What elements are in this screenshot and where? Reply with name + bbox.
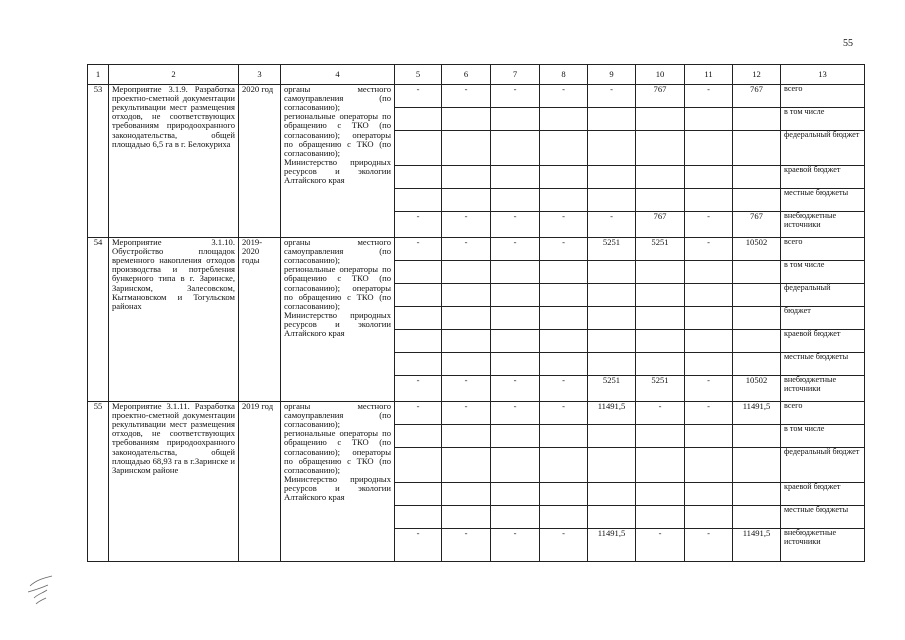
amount-cell (395, 108, 442, 131)
amount-cell (588, 425, 636, 448)
amount-cell: - (636, 529, 685, 562)
amount-cell (540, 506, 588, 529)
amount-cell: - (540, 212, 588, 238)
funding-source: в том числе (781, 108, 865, 131)
column-header-2: 2 (109, 65, 239, 85)
amount-cell (685, 448, 733, 483)
amount-cell (395, 448, 442, 483)
amount-cell (588, 353, 636, 376)
amount-cell (685, 189, 733, 212)
funding-source: всего (781, 85, 865, 108)
amount-cell (395, 307, 442, 330)
amount-cell (395, 483, 442, 506)
amount-cell: - (685, 85, 733, 108)
amount-cell (685, 284, 733, 307)
column-header-5: 5 (395, 65, 442, 85)
amount-cell (540, 448, 588, 483)
measure-number: 53 (88, 85, 109, 238)
column-header-9: 9 (588, 65, 636, 85)
amount-cell (685, 108, 733, 131)
amount-cell (442, 448, 491, 483)
column-header-7: 7 (491, 65, 540, 85)
amount-cell (588, 506, 636, 529)
amount-cell: - (442, 238, 491, 261)
amount-cell (540, 330, 588, 353)
column-number-row (88, 65, 865, 85)
amount-cell (733, 131, 781, 166)
amount-cell (540, 284, 588, 307)
amount-cell (636, 506, 685, 529)
funding-source: краевой бюджет (781, 330, 865, 353)
amount-cell (442, 506, 491, 529)
amount-cell (491, 261, 540, 284)
measure-period: 2020 год (239, 85, 281, 238)
amount-cell (395, 425, 442, 448)
amount-cell: - (685, 212, 733, 238)
amount-cell: - (442, 85, 491, 108)
measure-period: 2019 год (239, 402, 281, 562)
amount-cell (540, 108, 588, 131)
amount-cell: 767 (636, 212, 685, 238)
amount-cell: - (685, 529, 733, 562)
amount-cell: - (395, 85, 442, 108)
amount-cell (442, 353, 491, 376)
table-row (88, 402, 865, 425)
measure-number: 55 (88, 402, 109, 562)
amount-cell (636, 448, 685, 483)
amount-cell (636, 353, 685, 376)
funding-source: федеральный (781, 284, 865, 307)
amount-cell (491, 448, 540, 483)
amount-cell (540, 307, 588, 330)
amount-cell: 10502 (733, 376, 781, 402)
amount-cell (733, 108, 781, 131)
amount-cell (636, 307, 685, 330)
amount-cell: - (540, 376, 588, 402)
amount-cell (588, 483, 636, 506)
amount-cell: - (442, 529, 491, 562)
amount-cell (588, 284, 636, 307)
amount-cell: - (395, 376, 442, 402)
amount-cell (685, 483, 733, 506)
amount-cell (491, 483, 540, 506)
amount-cell (395, 189, 442, 212)
amount-cell (588, 307, 636, 330)
amount-cell: - (442, 402, 491, 425)
amount-cell (636, 261, 685, 284)
amount-cell (540, 261, 588, 284)
funding-source: всего (781, 238, 865, 261)
amount-cell (733, 483, 781, 506)
amount-cell (733, 284, 781, 307)
amount-cell: 767 (636, 85, 685, 108)
measure-number: 54 (88, 238, 109, 402)
amount-cell (491, 330, 540, 353)
amount-cell: - (395, 238, 442, 261)
column-header-1: 1 (88, 65, 109, 85)
amount-cell (733, 330, 781, 353)
amount-cell (540, 166, 588, 189)
amount-cell (491, 166, 540, 189)
amount-cell (636, 284, 685, 307)
amount-cell (636, 330, 685, 353)
column-header-10: 10 (636, 65, 685, 85)
amount-cell: - (588, 85, 636, 108)
amount-cell (588, 261, 636, 284)
funding-source: краевой бюджет (781, 166, 865, 189)
amount-cell (636, 131, 685, 166)
column-header-11: 11 (685, 65, 733, 85)
funding-source: внебюджетные источники (781, 376, 865, 402)
amount-cell (636, 483, 685, 506)
amount-cell (491, 353, 540, 376)
amount-cell: - (491, 402, 540, 425)
amount-cell: - (685, 238, 733, 261)
amount-cell (491, 108, 540, 131)
amount-cell: 11491,5 (588, 529, 636, 562)
funding-source: местные бюджеты (781, 353, 865, 376)
measure-name: Мероприятие 3.1.11. Разработка проектно-сметной документации рекультивации мест размещения отходов, не соответствующих требованиям природоохранного законодательства, общей площадью 68,93 га в г.Заринске и Заринском районе (109, 402, 239, 562)
amount-cell (588, 448, 636, 483)
measure-executors: органы местного самоуправления (по согласованию); региональные операторы по обращению с ТКО (по согласованию); операторы по обращению с ТКО (по согласованию); Министерство природных ресурсов и экологии Алтайского края (281, 402, 395, 562)
amount-cell: 767 (733, 212, 781, 238)
measure-executors: органы местного самоуправления (по согласованию); региональные операторы по обращению с ТКО (по согласованию); операторы по обращению с ТКО (по согласованию); Министерство природных ресурсов и экологии Алтайского края (281, 85, 395, 238)
amount-cell (395, 284, 442, 307)
amount-cell: - (588, 212, 636, 238)
funding-source: в том числе (781, 261, 865, 284)
amount-cell (733, 261, 781, 284)
funding-source: в том числе (781, 425, 865, 448)
amount-cell (442, 425, 491, 448)
amount-cell (540, 189, 588, 212)
amount-cell (395, 131, 442, 166)
amount-cell (442, 307, 491, 330)
amount-cell: - (685, 402, 733, 425)
amount-cell (395, 261, 442, 284)
amount-cell (491, 189, 540, 212)
amount-cell (491, 284, 540, 307)
amount-cell (442, 131, 491, 166)
amount-cell (442, 189, 491, 212)
amount-cell (395, 353, 442, 376)
amount-cell: - (442, 376, 491, 402)
amount-cell (491, 131, 540, 166)
amount-cell: - (540, 529, 588, 562)
amount-cell (395, 506, 442, 529)
measure-period: 2019-2020 годы (239, 238, 281, 402)
amount-cell: 11491,5 (733, 402, 781, 425)
amount-cell: 11491,5 (588, 402, 636, 425)
amount-cell (733, 506, 781, 529)
amount-cell: - (395, 402, 442, 425)
amount-cell (636, 166, 685, 189)
amount-cell (395, 166, 442, 189)
funding-source: федеральный бюджет (781, 131, 865, 166)
amount-cell (733, 353, 781, 376)
table-row (88, 85, 865, 108)
measure-name: Мероприятие 3.1.10. Обустройство площадок временного накопления отходов производства и потребления бункерного типа в г. Заринске, Заринском, Залесовском, Кытмановском и Тогульском районах (109, 238, 239, 402)
amount-cell: - (636, 402, 685, 425)
amount-cell: - (540, 85, 588, 108)
amount-cell (442, 483, 491, 506)
funding-source: внебюджетные источники (781, 529, 865, 562)
amount-cell (442, 284, 491, 307)
amount-cell (395, 330, 442, 353)
amount-cell: - (442, 212, 491, 238)
handwritten-mark (26, 568, 60, 608)
amount-cell (636, 425, 685, 448)
amount-cell: 767 (733, 85, 781, 108)
amount-cell: - (395, 212, 442, 238)
amount-cell (685, 425, 733, 448)
amount-cell: 11491,5 (733, 529, 781, 562)
amount-cell: - (540, 402, 588, 425)
amount-cell (540, 483, 588, 506)
amount-cell: - (540, 238, 588, 261)
amount-cell (540, 353, 588, 376)
amount-cell: - (491, 238, 540, 261)
amount-cell: 5251 (588, 238, 636, 261)
amount-cell: - (491, 529, 540, 562)
amount-cell (588, 166, 636, 189)
amount-cell: - (685, 376, 733, 402)
funding-source: краевой бюджет (781, 483, 865, 506)
amount-cell (442, 330, 491, 353)
page-number: 55 (843, 38, 853, 49)
amount-cell (685, 166, 733, 189)
amount-cell (540, 131, 588, 166)
column-header-3: 3 (239, 65, 281, 85)
column-header-12: 12 (733, 65, 781, 85)
amount-cell (733, 448, 781, 483)
amount-cell: - (491, 212, 540, 238)
amount-cell (685, 131, 733, 166)
amount-cell (685, 307, 733, 330)
column-header-6: 6 (442, 65, 491, 85)
funding-source: местные бюджеты (781, 506, 865, 529)
amount-cell: - (491, 85, 540, 108)
funding-source: всего (781, 402, 865, 425)
amount-cell (636, 108, 685, 131)
funding-source: федеральный бюджет (781, 448, 865, 483)
amount-cell: 5251 (636, 238, 685, 261)
amount-cell (588, 189, 636, 212)
program-measures-table (87, 64, 865, 562)
column-header-8: 8 (540, 65, 588, 85)
amount-cell: - (395, 529, 442, 562)
funding-source: внебюджетные источники (781, 212, 865, 238)
measure-name: Мероприятие 3.1.9. Разработка проектно-сметной документации рекультивации мест размещения отходов, не соответствующих требованиям природоохранного законодательства, общей площадью 6,5 га в г. Белокуриха (109, 85, 239, 238)
funding-source: местные бюджеты (781, 189, 865, 212)
amount-cell (491, 425, 540, 448)
amount-cell: - (491, 376, 540, 402)
amount-cell (442, 261, 491, 284)
amount-cell (540, 425, 588, 448)
amount-cell (442, 166, 491, 189)
amount-cell (636, 189, 685, 212)
amount-cell: 10502 (733, 238, 781, 261)
amount-cell (733, 307, 781, 330)
amount-cell (685, 506, 733, 529)
amount-cell (588, 330, 636, 353)
amount-cell (588, 108, 636, 131)
amount-cell (442, 108, 491, 131)
measure-executors: органы местного самоуправления (по согласованию); региональные операторы по обращению с ТКО (по согласованию); операторы по обращению с ТКО (по согласованию); Министерство природных ресурсов и экологии Алтайского края (281, 238, 395, 402)
table-row (88, 238, 865, 261)
amount-cell (685, 330, 733, 353)
column-header-13: 13 (781, 65, 865, 85)
amount-cell (491, 307, 540, 330)
column-header-4: 4 (281, 65, 395, 85)
amount-cell (588, 131, 636, 166)
amount-cell (733, 166, 781, 189)
amount-cell (491, 506, 540, 529)
amount-cell (685, 261, 733, 284)
amount-cell (733, 425, 781, 448)
amount-cell (685, 353, 733, 376)
funding-source: бюджет (781, 307, 865, 330)
amount-cell: 5251 (588, 376, 636, 402)
amount-cell: 5251 (636, 376, 685, 402)
amount-cell (733, 189, 781, 212)
